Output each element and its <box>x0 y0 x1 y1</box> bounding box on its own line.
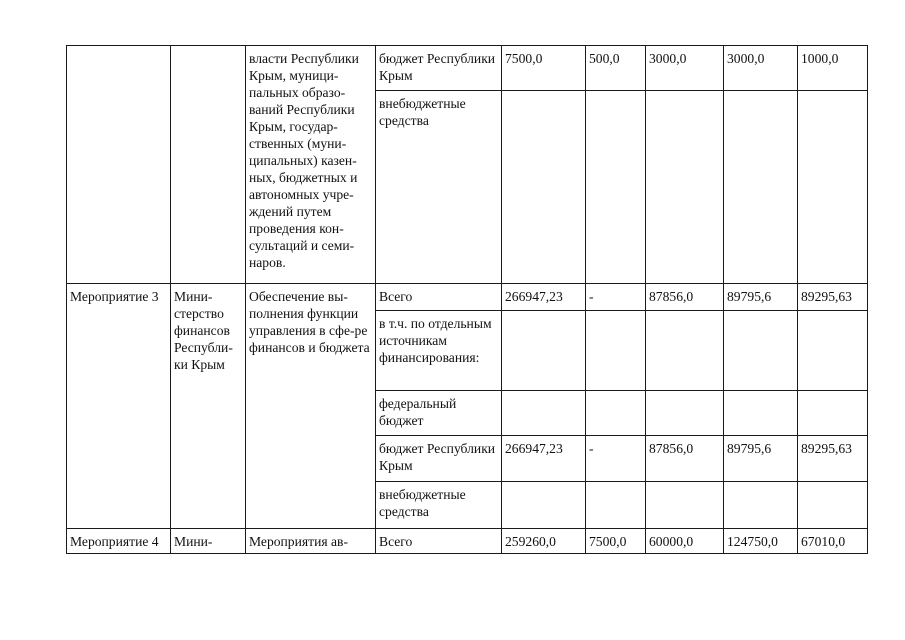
amount-year2-cell <box>646 311 724 391</box>
amount-year1-cell <box>586 311 646 391</box>
amount-year1-cell: - <box>586 436 646 482</box>
executor-cell <box>171 46 246 284</box>
funding-source-cell: бюджет Республики Крым <box>376 46 502 91</box>
table-row <box>67 46 868 91</box>
amount-year3-cell <box>724 91 798 284</box>
amount-year4-cell <box>798 482 868 529</box>
amount-year3-cell: 124750,0 <box>724 529 798 554</box>
amount-year4-cell: 1000,0 <box>798 46 868 91</box>
table-row <box>67 529 868 554</box>
description-cell: Мероприятия ав- <box>246 529 376 554</box>
amount-year3-cell: 3000,0 <box>724 46 798 91</box>
amount-year1-cell: 500,0 <box>586 46 646 91</box>
amount-year3-cell <box>724 482 798 529</box>
amount-year4-cell: 89295,63 <box>798 284 868 311</box>
amount-total-cell: 266947,23 <box>502 284 586 311</box>
amount-year2-cell <box>646 482 724 529</box>
executor-cell: Мини- <box>171 529 246 554</box>
amount-year3-cell <box>724 391 798 436</box>
description-cell: Обеспечение вы-полнения функции управления в сфе-ре финансов и бюджета <box>246 284 376 529</box>
funding-source-cell: внебюджетные средства <box>376 91 502 284</box>
table-row <box>67 284 868 311</box>
funding-table <box>66 45 868 554</box>
amount-year2-cell <box>646 91 724 284</box>
amount-year1-cell <box>586 482 646 529</box>
amount-year4-cell: 89295,63 <box>798 436 868 482</box>
event-cell <box>67 46 171 284</box>
amount-total-cell: 7500,0 <box>502 46 586 91</box>
amount-year2-cell: 87856,0 <box>646 284 724 311</box>
amount-year2-cell: 3000,0 <box>646 46 724 91</box>
amount-year3-cell <box>724 311 798 391</box>
amount-total-cell <box>502 311 586 391</box>
amount-year3-cell: 89795,6 <box>724 436 798 482</box>
amount-year4-cell <box>798 311 868 391</box>
amount-total-cell <box>502 482 586 529</box>
funding-source-cell: внебюджетные средства <box>376 482 502 529</box>
description-cell: власти Республики Крым, муници-пальных образо-ваний Республики Крым, государ-ственных (муни-ципальных) казен-ных, бюджетных и автономных учре-ждений путем проведения кон-сультаций и семи-наров. <box>246 46 376 284</box>
funding-source-cell: бюджет Республики Крым <box>376 436 502 482</box>
amount-year2-cell: 60000,0 <box>646 529 724 554</box>
executor-cell: Мини-стерство финансов Республи-ки Крым <box>171 284 246 529</box>
funding-source-cell: Всего <box>376 529 502 554</box>
amount-year2-cell <box>646 391 724 436</box>
amount-total-cell: 259260,0 <box>502 529 586 554</box>
funding-source-cell: федеральный бюджет <box>376 391 502 436</box>
amount-year2-cell: 87856,0 <box>646 436 724 482</box>
amount-total-cell: 266947,23 <box>502 436 586 482</box>
amount-year3-cell: 89795,6 <box>724 284 798 311</box>
amount-year4-cell <box>798 91 868 284</box>
funding-source-cell: Всего <box>376 284 502 311</box>
amount-year1-cell: - <box>586 284 646 311</box>
event-cell: Мероприятие 4 <box>67 529 171 554</box>
funding-source-cell: в т.ч. по отдельным источникам финансирования: <box>376 311 502 391</box>
event-cell: Мероприятие 3 <box>67 284 171 529</box>
amount-total-cell <box>502 391 586 436</box>
amount-year1-cell: 7500,0 <box>586 529 646 554</box>
amount-year4-cell <box>798 391 868 436</box>
amount-year4-cell: 67010,0 <box>798 529 868 554</box>
amount-year1-cell <box>586 391 646 436</box>
amount-year1-cell <box>586 91 646 284</box>
amount-total-cell <box>502 91 586 284</box>
